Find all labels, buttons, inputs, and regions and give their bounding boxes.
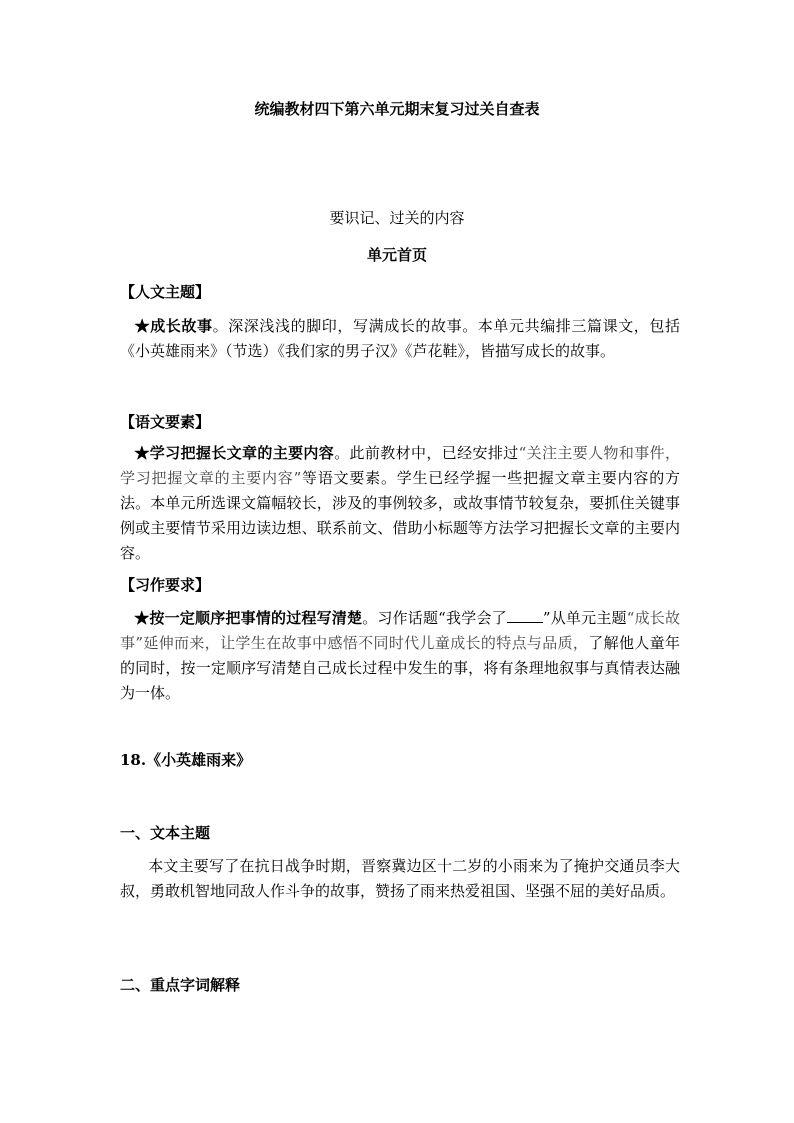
lesson-title: 18.《小英雄雨来》 (120, 751, 252, 769)
fill-in-blank (507, 608, 543, 623)
language-elements-text-before: 。此前教材中，已经安排过 (334, 444, 519, 462)
document-subtitle: 要识记、过关的内容 (329, 209, 465, 227)
unit-first-page-heading: 单元首页 (366, 246, 427, 264)
writing-requirements-text-before: 。习作话题“我学会了 (362, 609, 507, 627)
language-elements-lead: ★学习把握长文章的主要内容 (134, 444, 335, 462)
language-elements-paragraph (120, 441, 680, 566)
humanistic-theme-paragraph (120, 314, 680, 364)
text-theme-heading: 一、文本主题 (120, 824, 211, 842)
humanistic-theme-lead: ★成长故事 (134, 317, 213, 335)
humanistic-theme-text: 。深深浅浅的脚印，写满成长的故事。本单元共编排三篇课文，包括《小英雄雨来》（节选）《我们家的男子汉》《芦花鞋》，皆描写成长的故事。 (120, 317, 680, 360)
writing-requirements-lead: ★按一定顺序把事情的过程写清楚 (134, 609, 363, 627)
text-theme-text: 本文主要写了在抗日战争时期，晋察冀边区十二岁的小雨来为了掩护交通员李大叔，勇敢机智地同敌人作斗争的故事，赞扬了雨来热爱祖国、坚强不屈的美好品质。 (120, 857, 680, 900)
text-theme-paragraph (120, 854, 680, 904)
writing-requirements-text-after: 了解他人童年的同时，按一定顺序写清楚自己成长过程中发生的事，将有条理地叙事与真情表达融为一体。 (120, 634, 680, 702)
language-elements-quote: “关注主要人物和事件，学习把握文章的主要内容” (120, 444, 680, 487)
writing-requirements-heading: 【习作要求】 (120, 576, 211, 594)
writing-requirements-quote: “成长故事”延伸而来，让学生在故事中感悟不同时代儿童成长的特点与品质， (120, 609, 681, 652)
humanistic-theme-heading: 【人文主题】 (120, 283, 211, 301)
language-elements-text-after: 等语文要素。学生已经学握一些把握文章主要内容的方法。本单元所选课文篇幅较长，涉及的事例较多，或故事情节较复杂，要抓住关键事例或主要情节采用边读边想、联系前文、借助小标题等方法学习把握长文章的主要内容。 (120, 469, 680, 562)
writing-requirements-paragraph (120, 606, 680, 706)
language-elements-heading: 【语文要素】 (120, 413, 211, 431)
key-words-heading: 二、重点字词解释 (120, 976, 241, 994)
document-title: 统编教材四下第六单元期末复习过关自查表 (254, 100, 540, 118)
writing-requirements-text-middle: ”从单元主题 (542, 609, 627, 627)
